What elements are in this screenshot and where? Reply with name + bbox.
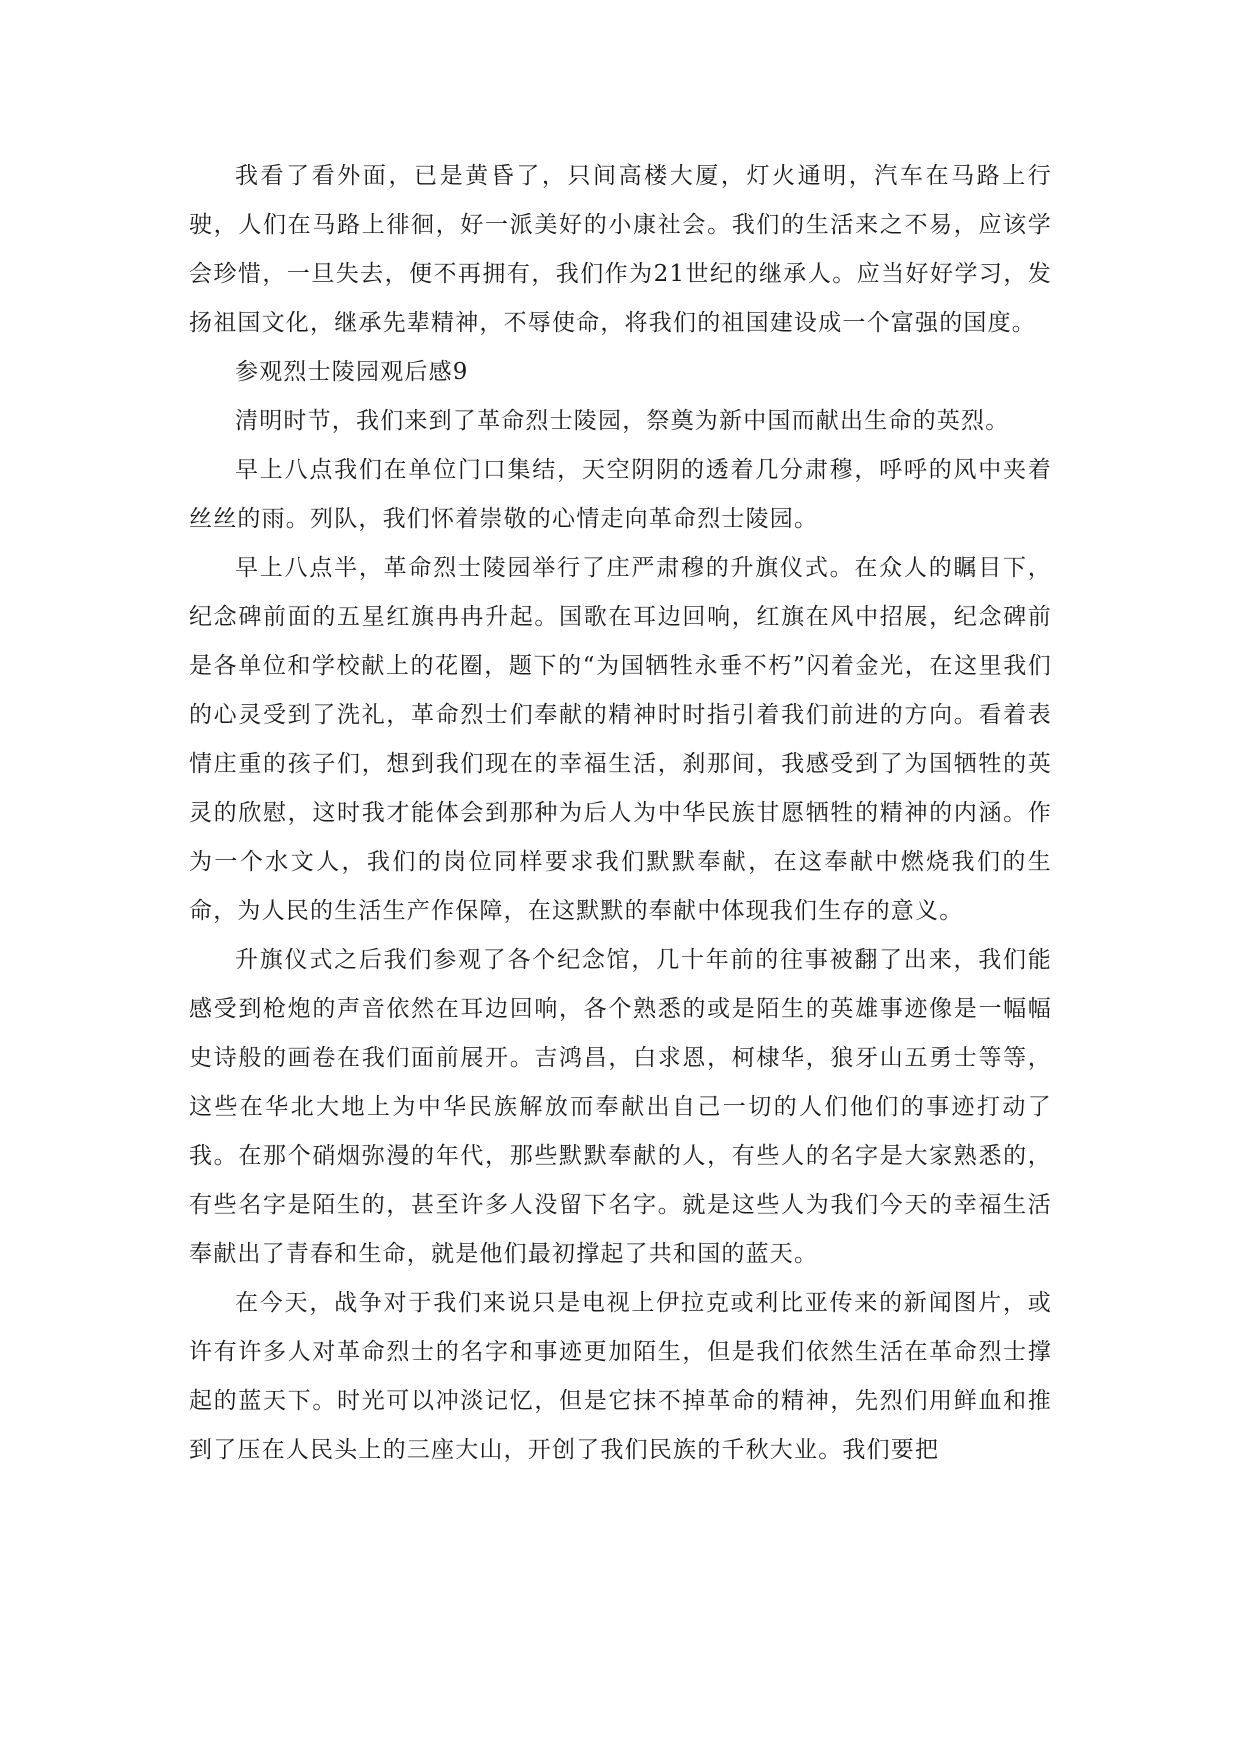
paragraph: 早上八点半，革命烈士陵园举行了庄严肃穆的升旗仪式。在众人的瞩目下，纪念碑前面的五星红旗冉冉升起。国歌在耳边回响，红旗在风中招展，纪念碑前是各单位和学校献上的花圈，题下的“为国牺牲永垂不朽”闪着金光，在这里我们的心灵受到了洗礼，革命烈士们奉献的精神时时指引着我们前进的方向。看着表情庄重的孩子们，想到我们现在的幸福生活，刹那间，我感受到了为国牺牲的英灵的欣慰，这时我才能体会到那种为后人为中华民族甘愿牺牲的精神的内涵。作为一个水文人，我们的岗位同样要求我们默默奉献，在这奉献中燃烧我们的生命，为人民的生活生产作保障，在这默默的奉献中体现我们生存的意义。: [189, 555, 1052, 924]
section-heading: 参观烈士陵园观后感9: [235, 359, 469, 385]
paragraph: 在今天，战争对于我们来说只是电视上伊拉克或利比亚传来的新闻图片，或许有许多人对革命烈士的名字和事迹更加陌生，但是我们依然生活在革命烈士撑起的蓝天下。时光可以冲淡记忆，但是它抹不掉革命的精神，先烈们用鲜血和推到了压在人民头上的三座大山，开创了我们民族的千秋大业。我们要把: [189, 1290, 1052, 1463]
paragraph: 我看了看外面，已是黄昏了，只间高楼大厦，灯火通明，汽车在马路上行驶，人们在马路上徘徊，好一派美好的小康社会。我们的生活来之不易，应该学会珍惜，一旦失去，便不再拥有，我们作为21世纪的继承人。应当好好学习，发扬祖国文化，继承先辈精神，不辱使命，将我们的祖国建设成一个富强的国度。: [189, 163, 1052, 336]
paragraph: 升旗仪式之后我们参观了各个纪念馆，几十年前的往事被翻了出来，我们能感受到枪炮的声音依然在耳边回响，各个熟悉的或是陌生的英雄事迹像是一幅幅史诗般的画卷在我们面前展开。吉鸿昌，白求恩，柯棣华，狼牙山五勇士等等，这些在华北大地上为中华民族解放而奉献出自己一切的人们他们的事迹打动了我。在那个硝烟弥漫的年代，那些默默奉献的人，有些人的名字是大家熟悉的，有些名字是陌生的，甚至许多人没留下名字。就是这些人为我们今天的幸福生活奉献出了青春和生命，就是他们最初撑起了共和国的蓝天。: [189, 947, 1052, 1267]
paragraph: 清明时节，我们来到了革命烈士陵园，祭奠为新中国而献出生命的英烈。: [235, 408, 1010, 434]
document-body: [189, 152, 1052, 1475]
paragraph: 早上八点我们在单位门口集结，天空阴阴的透着几分肃穆，呼呼的风中夹着丝丝的雨。列队，我们怀着崇敬的心情走向革命烈士陵园。: [189, 457, 1052, 532]
